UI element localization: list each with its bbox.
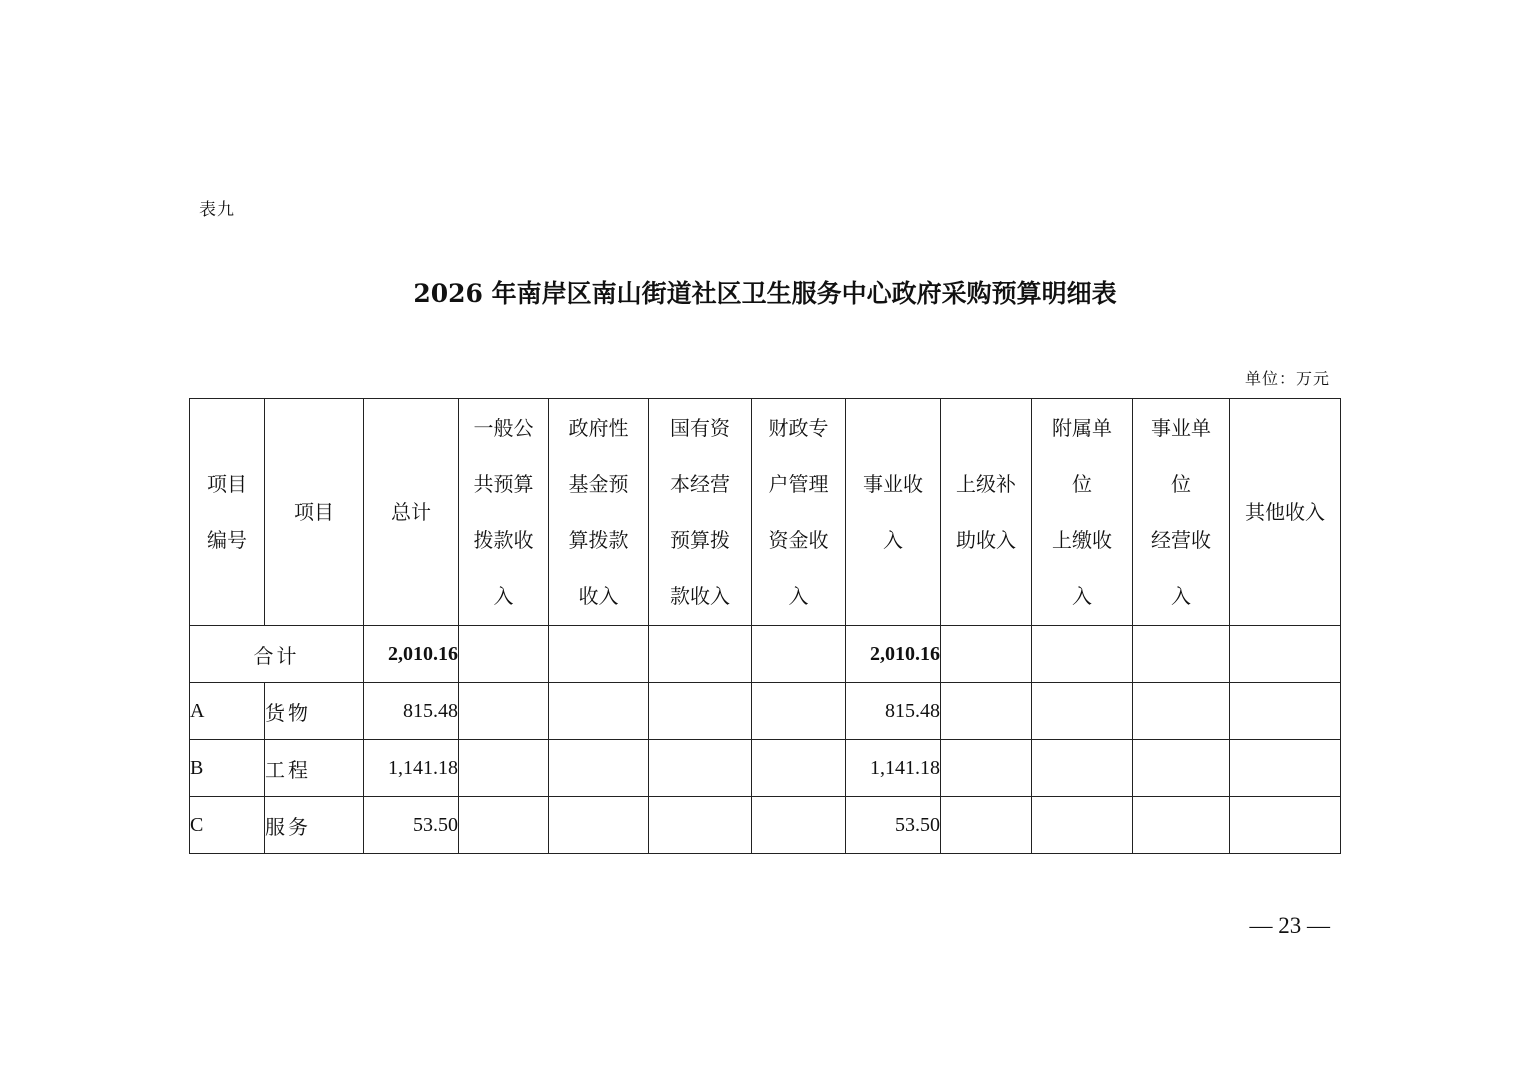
row-name: 工程 bbox=[265, 740, 364, 797]
procurement-budget-table bbox=[189, 398, 1341, 854]
header-gov-fund: 政府性 基金预 算拨款 收入 bbox=[549, 399, 649, 626]
row-business-income: 53.50 bbox=[846, 797, 941, 854]
table-row bbox=[190, 797, 1341, 854]
row-name: 服务 bbox=[265, 797, 364, 854]
row-name: 货物 bbox=[265, 683, 364, 740]
row-business-income: 815.48 bbox=[846, 683, 941, 740]
total-row-label: 合计 bbox=[190, 626, 364, 683]
header-other-income: 其他收入 bbox=[1230, 399, 1341, 626]
table-total-row bbox=[190, 626, 1341, 683]
unit-label: 单位：万元 bbox=[1244, 369, 1330, 388]
header-business-income: 事业收 入 bbox=[846, 399, 941, 626]
row-total: 815.48 bbox=[364, 683, 459, 740]
header-state-capital: 国有资 本经营 预算拨 款收入 bbox=[649, 399, 752, 626]
row-code: B bbox=[190, 740, 265, 797]
header-superior-subsidy: 上级补 助收入 bbox=[941, 399, 1032, 626]
header-affiliated-payment: 附属单 位 上缴收 入 bbox=[1032, 399, 1133, 626]
row-total: 1,141.18 bbox=[364, 740, 459, 797]
table-row bbox=[190, 683, 1341, 740]
header-total: 总计 bbox=[364, 399, 459, 626]
header-general-budget: 一般公 共预算 拨款收 入 bbox=[459, 399, 549, 626]
header-operating-income: 事业单 位 经营收 入 bbox=[1133, 399, 1230, 626]
header-project-code: 项目 编号 bbox=[190, 399, 265, 626]
header-project: 项目 bbox=[265, 399, 364, 626]
total-row-total: 2,010.16 bbox=[364, 626, 459, 683]
table-number-label: 表九 bbox=[199, 200, 235, 220]
row-business-income: 1,141.18 bbox=[846, 740, 941, 797]
table-row bbox=[190, 740, 1341, 797]
header-special-account: 财政专 户管理 资金收 入 bbox=[752, 399, 846, 626]
total-row-business-income: 2,010.16 bbox=[846, 626, 941, 683]
table-header-row bbox=[190, 399, 1341, 626]
row-total: 53.50 bbox=[364, 797, 459, 854]
document-title: 2026 年南岸区南山街道社区卫生服务中心政府采购预算明细表 bbox=[413, 279, 1117, 308]
row-code: A bbox=[190, 683, 265, 740]
row-code: C bbox=[190, 797, 265, 854]
page-number: — 23 — bbox=[1249, 913, 1330, 938]
